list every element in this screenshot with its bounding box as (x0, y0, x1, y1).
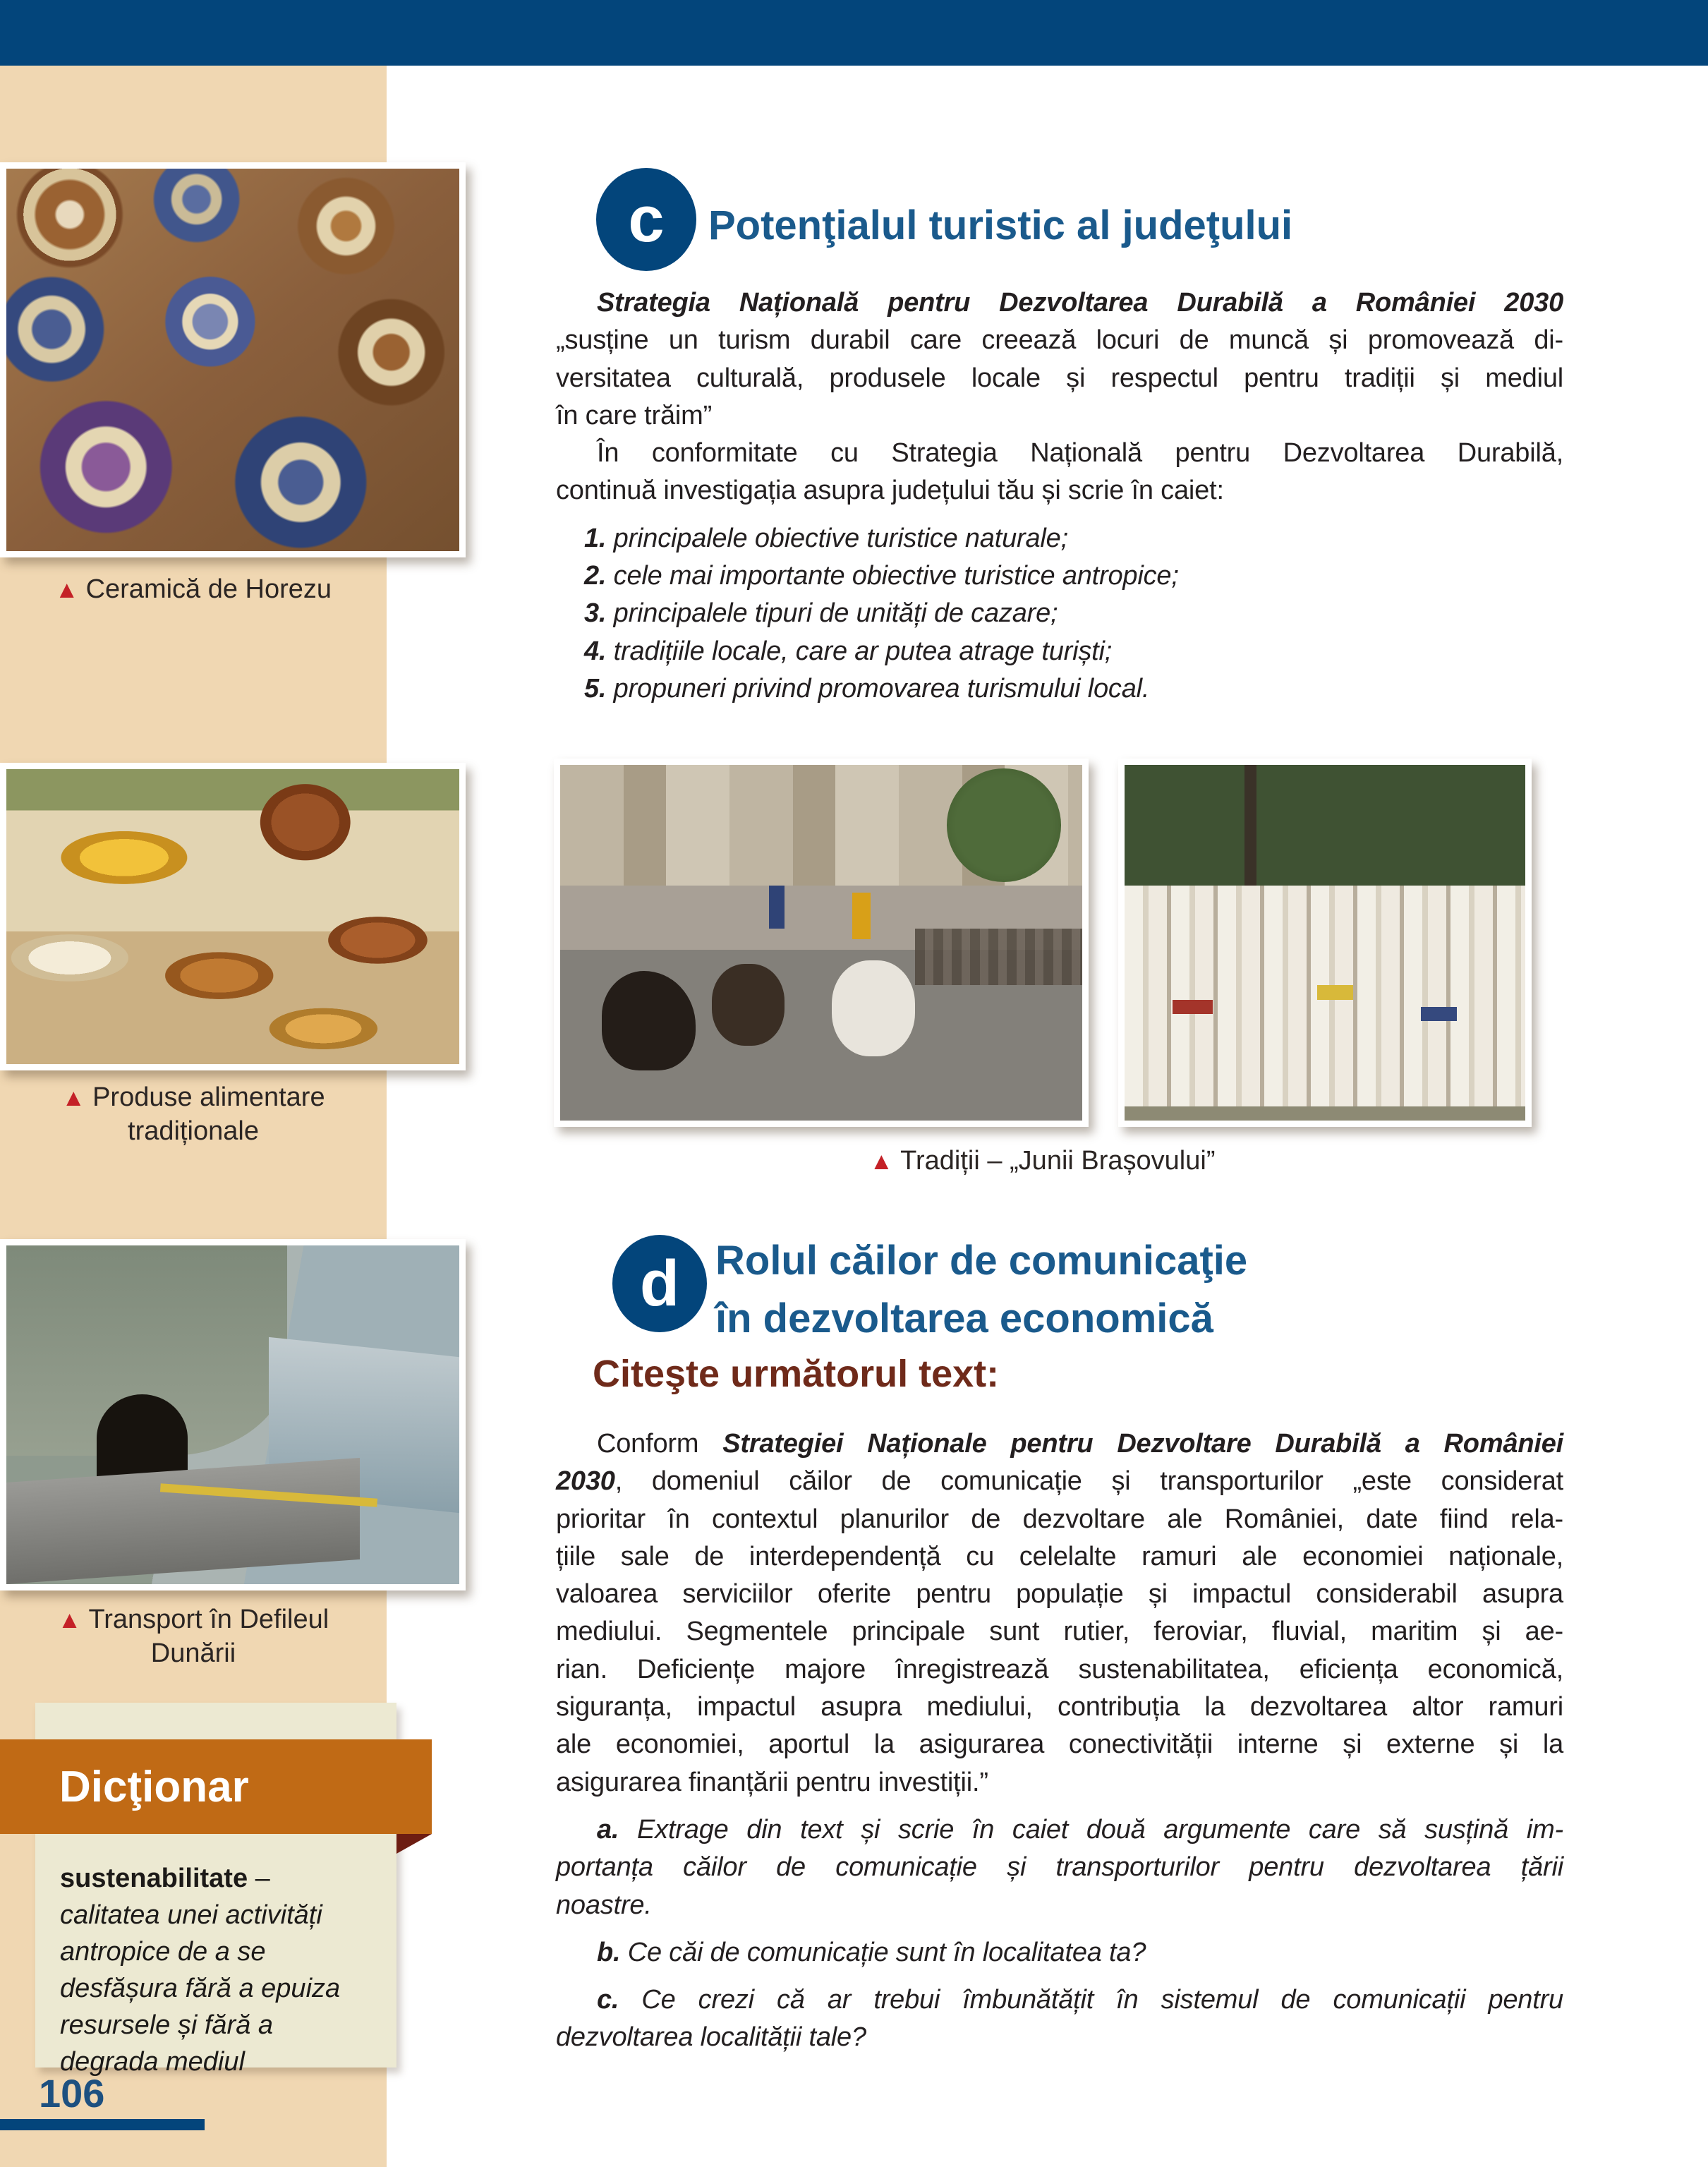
figure-food (0, 763, 466, 1070)
paragraph-line (556, 1981, 1563, 2019)
caption-text: tradiționale (128, 1116, 259, 1146)
paragraph-line (556, 1425, 1563, 1463)
section-c-text (556, 284, 1563, 708)
page-number-bar (0, 2119, 205, 2130)
top-banner (0, 0, 1708, 66)
paragraph-line: noastre. (556, 1890, 652, 1920)
list-text: tradițiile locale, care ar putea atrage turiști; (613, 636, 1113, 666)
section-c-badge: c (596, 168, 696, 271)
dictionary-term: sustenabilitate (60, 1864, 248, 1893)
triangle-marker-icon: ▲ (61, 1085, 86, 1111)
paragraph-line: prioritar în contextul planurilor de dezvoltare ale României, date fiind rela- (556, 1504, 1563, 1534)
caption-text: Tradiții – „Junii Brașovului” (900, 1146, 1216, 1176)
question-letter: a. (597, 1814, 619, 1845)
paragraph-line: mediului. Segmentele principale sunt rutier, feroviar, fluvial, maritim și ae- (556, 1617, 1563, 1647)
section-c-title: Potenţialul turistic al judeţului (708, 203, 1293, 248)
flag-shape (852, 893, 871, 939)
triangle-marker-icon: ▲ (57, 1607, 82, 1634)
ribbon-fold (396, 1834, 432, 1854)
blue-sash-shape (1421, 1007, 1457, 1021)
question-text: Extrage din text și scrie în caiet două argumente care să susțină im- (619, 1814, 1563, 1845)
dictionary-definition-line: resursele și fără a (60, 2010, 274, 2040)
horse-parade-photo (560, 765, 1082, 1121)
paragraph-line (556, 1811, 1563, 1849)
list-number: 3. (584, 598, 607, 629)
section-d-title (715, 1232, 1247, 1348)
caption-text: Transport în Defileul (88, 1605, 329, 1634)
triangle-marker-icon: ▲ (54, 577, 79, 603)
text-segment-bold: 2030 (556, 1466, 615, 1497)
paragraph-line: portanța căilor de comunicație și transporturilor pentru dezvoltarea țării (556, 1852, 1563, 1883)
ceramics-photo (6, 169, 459, 551)
text-segment: , domeniul căilor de comunicație și transporturilor „este considerat (614, 1466, 1563, 1497)
tree-trunk-shape (1244, 765, 1256, 900)
paragraph-line: siguranța, impactul asupra mediului, contribuția la dezvoltarea altor ramuri (556, 1692, 1563, 1722)
paragraph-line: continuă investigația asupra județului tău și scrie în caiet: (556, 476, 1224, 506)
triangle-marker-icon: ▲ (869, 1148, 894, 1175)
list-number: 2. (584, 561, 607, 591)
list-text: principalele obiective turistice naturale; (613, 523, 1068, 553)
list-item (584, 595, 1563, 632)
traditional-costumes-photo (1125, 765, 1525, 1121)
tunnel-shape (97, 1394, 187, 1483)
paragraph-line (556, 1463, 1563, 1500)
flag-shape (769, 886, 785, 928)
paragraph-line: țiile sale de interdependență cu celelalte ramuri ale economiei naționale, (556, 1541, 1563, 1571)
question-letter: b. (597, 1937, 621, 1967)
section-d-title-line: Rolul căilor de comunicaţie (715, 1238, 1248, 1284)
dictionary-definition-line: antropice de a se (60, 1937, 266, 1967)
figure-road (0, 1239, 466, 1590)
crowd-shape (915, 929, 1082, 986)
dictionary-definition-line: calitatea unei activități (60, 1900, 322, 1930)
paragraph-line: „susține un turism durabil care creează locuri de muncă și promovează di- (556, 325, 1563, 356)
section-d-title-line: în dezvoltarea economică (715, 1296, 1213, 1341)
list-text: principalele tipuri de unități de cazare; (613, 598, 1058, 629)
figure-costumes (1118, 759, 1532, 1127)
page-number: 106 (39, 2071, 105, 2115)
question-a (556, 1811, 1563, 1924)
figure-road-caption (0, 1603, 387, 1670)
question-letter: c. (597, 1985, 619, 2015)
road-shape (6, 1458, 360, 1584)
dictionary-title: Dicţionar (59, 1762, 249, 1811)
figure-parade (554, 759, 1089, 1127)
text-segment: Conform (597, 1429, 723, 1459)
list-text: cele mai importante obiective turistice antropice; (613, 561, 1179, 591)
dictionary-entry (60, 1860, 377, 2080)
question-text: Ce căi de comunicație sunt în localitatea ta? (620, 1937, 1146, 1967)
paragraph-line: versitatea culturală, produsele locale și respectul pentru tradiții și mediul (556, 363, 1563, 393)
paragraph-line: dezvoltarea localității tale? (556, 2022, 866, 2053)
yellow-sash-shape (1317, 985, 1353, 999)
caption-text: Dunării (150, 1638, 236, 1668)
figure-food-caption (0, 1081, 387, 1148)
caption-text: Produse alimentare (92, 1082, 325, 1112)
list-item (584, 633, 1563, 670)
list-item (584, 520, 1563, 557)
paragraph-line: Strategia Națională pentru Dezvoltarea Durabilă a României 2030 (597, 288, 1563, 318)
paragraph-line: în care trăim” (556, 400, 713, 430)
horse-shape (602, 971, 696, 1070)
list-item (584, 557, 1563, 595)
list-item (584, 670, 1563, 708)
caption-text: Ceramică de Horezu (85, 574, 332, 604)
figure-ceramics-caption (0, 573, 387, 607)
paragraph-line: ale economiei, aportul la asigurarea conectivității interne și externe și la (556, 1730, 1563, 1760)
horse-shape (712, 964, 785, 1046)
paragraph-line: asigurarea finanțării pentru investiții.” (556, 1767, 988, 1797)
dictionary-banner (0, 1739, 432, 1834)
question-c (556, 1981, 1563, 2057)
list-number: 4. (584, 636, 607, 666)
parade-caption (554, 1145, 1531, 1178)
paragraph-line: valoarea serviciilor oferite pentru populație și impactul considerabil asupra (556, 1579, 1563, 1610)
dictionary-definition-line: degrada mediul (60, 2047, 245, 2077)
tree-shape (947, 768, 1062, 882)
traditional-food-photo (6, 769, 459, 1064)
figure-ceramics (0, 162, 466, 557)
paragraph-line: În conformitate cu Strategia Națională pentru Dezvoltarea Durabilă, (597, 438, 1563, 469)
task-list (556, 520, 1563, 708)
paragraph-line (556, 1934, 1563, 1972)
red-sash-shape (1173, 1000, 1213, 1014)
dictionary-dash: – (248, 1864, 270, 1893)
question-b (556, 1934, 1563, 1972)
text-segment-bold: Strategiei Naționale pentru Dezvoltare Durabilă a României (722, 1429, 1563, 1459)
list-text: propuneri privind promovarea turismului local. (613, 673, 1150, 704)
section-d-badge: d (612, 1235, 707, 1332)
list-number: 5. (584, 673, 607, 704)
list-number: 1. (584, 523, 607, 553)
dictionary-definition-line: desfășura fără a epuiza (60, 1974, 341, 2003)
paragraph-line: rian. Deficiențe majore înregistrează sustenabilitatea, eficiența economică, (556, 1654, 1563, 1684)
question-text: Ce crezi că ar trebui îmbunătățit în sistemul de comunicații pentru (619, 1985, 1563, 2015)
section-d-text (556, 1425, 1563, 2057)
white-horse-shape (832, 960, 915, 1056)
read-prompt: Citeşte următorul text: (593, 1353, 1000, 1395)
danube-road-photo (6, 1245, 459, 1584)
